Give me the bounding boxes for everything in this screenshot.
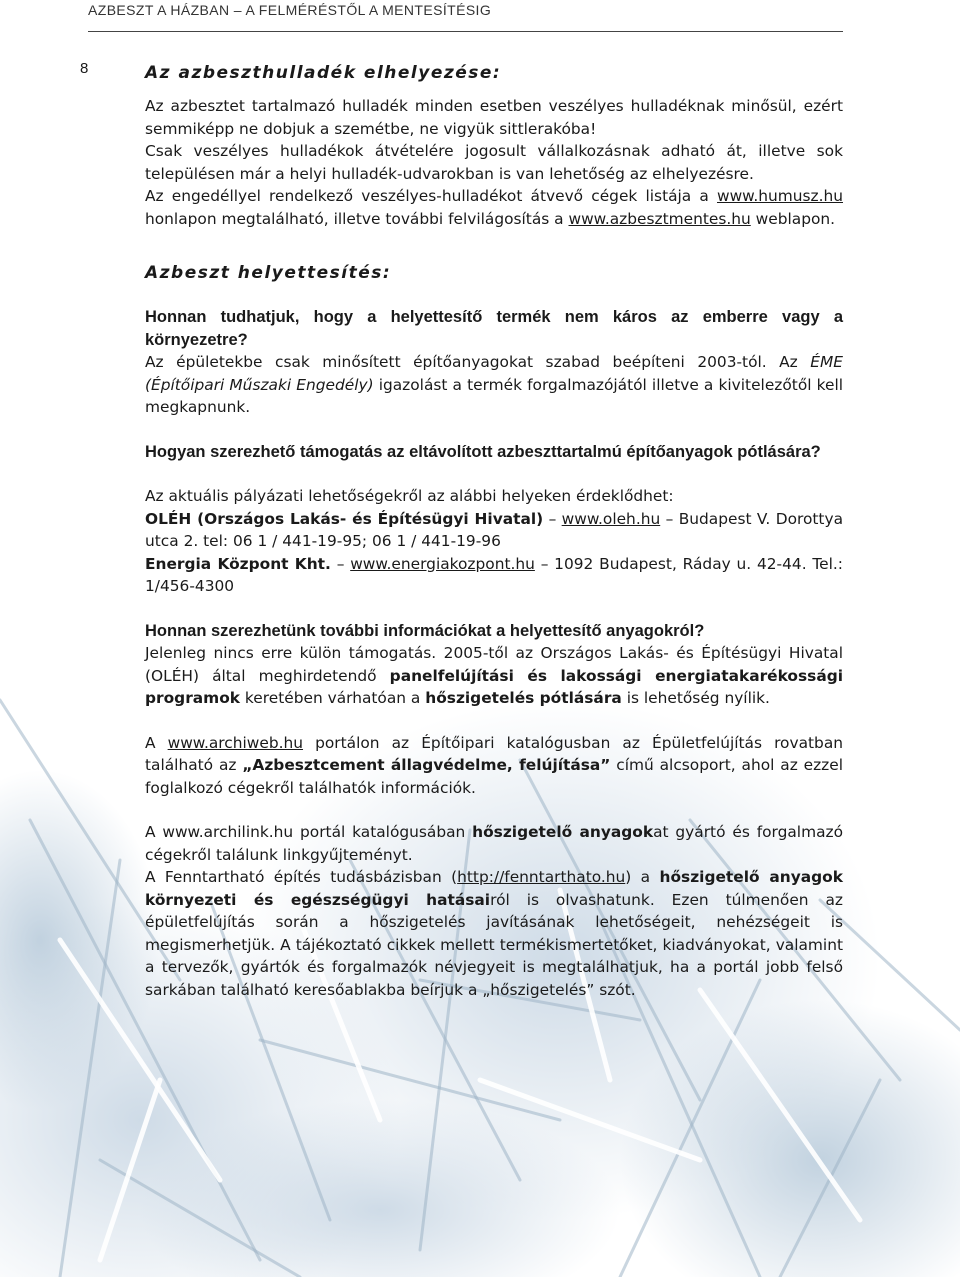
paragraph-company-list: Az engedéllyel rendelkező veszélyes-hulladékot átvevő cégek listája a www.humusz.hu honlapon megtalálható, illetve további felvilágosítás a www.azbesztmentes.hu weblapon. — [145, 187, 843, 228]
archiweb-paragraph: A www.archiweb.hu portálon az Építőipari katalógusban az Épületfelújítás rovatban található az „Azbesztcement állagvédelme, felújítása” című alcsoport, ahol az ezzel foglalkozó cégekről találhatók információk. — [145, 733, 844, 797]
page-number: 8 — [80, 60, 89, 77]
section-title-disposal: Az azbeszthulladék elhelyezése: — [145, 63, 502, 83]
fenntarthato-link[interactable]: http://fenntarthato.hu — [457, 868, 626, 886]
azbesztmentes-link[interactable]: www.azbesztmentes.hu — [568, 209, 751, 228]
humusz-link[interactable]: www.humusz.hu — [717, 187, 843, 205]
question-harmful: Honnan tudhatjuk, hogy a helyettesítő termék nem káros az emberre vagy a környezetre? — [145, 308, 843, 349]
support-intro: Az aktuális pályázati lehetőségekről az alábbi helyeken érdeklődhet: — [145, 487, 674, 505]
energia-kozpont-contact: Energia Központ Kht. – www.energiakozpont.hu – 1092 Budapest, Ráday u. 42-44. Tel.: 1/456-4300 — [145, 554, 843, 595]
archilink-paragraph: A www.archilink.hu portál katalógusában hőszigetelő anyagokat gyártó és forgalmazó cégekről találunk linkgyűjteményt. — [145, 823, 843, 864]
section-title-replacement: Azbeszt helyettesítés: — [145, 263, 392, 283]
header-rule — [88, 31, 843, 32]
oleh-contact: OLÉH (Országos Lakás- és Építésügyi Hivatal) – www.oleh.hu – Budapest V. Dorottya utca 2. tel: 06 1 / 441-19-95; 06 1 / 441-19-96 — [145, 509, 843, 550]
energiakozpont-link[interactable]: www.energiakozpont.hu — [350, 554, 535, 573]
running-header: AZBESZT A HÁZBAN – A FELMÉRÉSTŐL A MENTESÍTÉSIG — [88, 2, 492, 18]
oleh-link[interactable]: www.oleh.hu — [561, 509, 661, 528]
page-content — [145, 62, 843, 1001]
fenntarthato-paragraph: A Fenntartható építés tudásbázisban (http://fenntarthato.hu) a hőszigetelő anyagok környezeti és egészségügyi hatásairól is olvashatunk. Ezen túlmenően az épületfelújítás során a hőszigetelés javításának lehetőségeit, nehézségeit is megismerhetjük. A tájékoztató cikkek mellett termékismertetőket, kiadványokat, valamint a tervezők, gyártók és forgalmazók névjegyeit is megtalálhatjuk, ha a portál jobb felső sarkában található keresőablakba beírjuk a „hőszigetelés” szót. — [145, 868, 843, 999]
answer-programs: Jelenleg nincs erre külön támogatás. 2005-től az Országos Lakás- és Építésügyi Hivatal (OLÉH) által meghirdetendő panelfelújítási és lakossági energiatakarékossági programok keretében várhatóan a hőszigetelés pótlására is lehetőség nyílik. — [145, 644, 843, 707]
answer-certified-materials: Az épületekbe csak minősített építőanyagokat szabad beépíteni 2003-tól. Az ÉME (Építőipari Műszaki Engedély) igazolást a termék forgalmazójától illetve a kivitelezőtől kell megkapnunk. — [145, 353, 843, 416]
archiweb-link[interactable]: www.archiweb.hu — [167, 733, 304, 752]
question-support: Hogyan szerezhető támogatás az eltávolított azbeszttartalmú építőanyagok pótlására? — [145, 442, 821, 461]
paragraph-hazardous: Az azbesztet tartalmazó hulladék minden esetben veszélyes hulladéknak minősül, ezért semmiképp ne dobjuk a szemétbe, ne vigyük sittlerakóba! — [145, 97, 843, 138]
question-more-info: Honnan szerezhetünk további információkat a helyettesítő anyagokról? — [145, 621, 705, 640]
paragraph-handover: Csak veszélyes hulladékok átvételére jogosult vállalkozásnak adható át, illetve sok településen már a helyi hulladék-udvarokban is van lehetőség az elhelyezésre. — [145, 142, 843, 183]
